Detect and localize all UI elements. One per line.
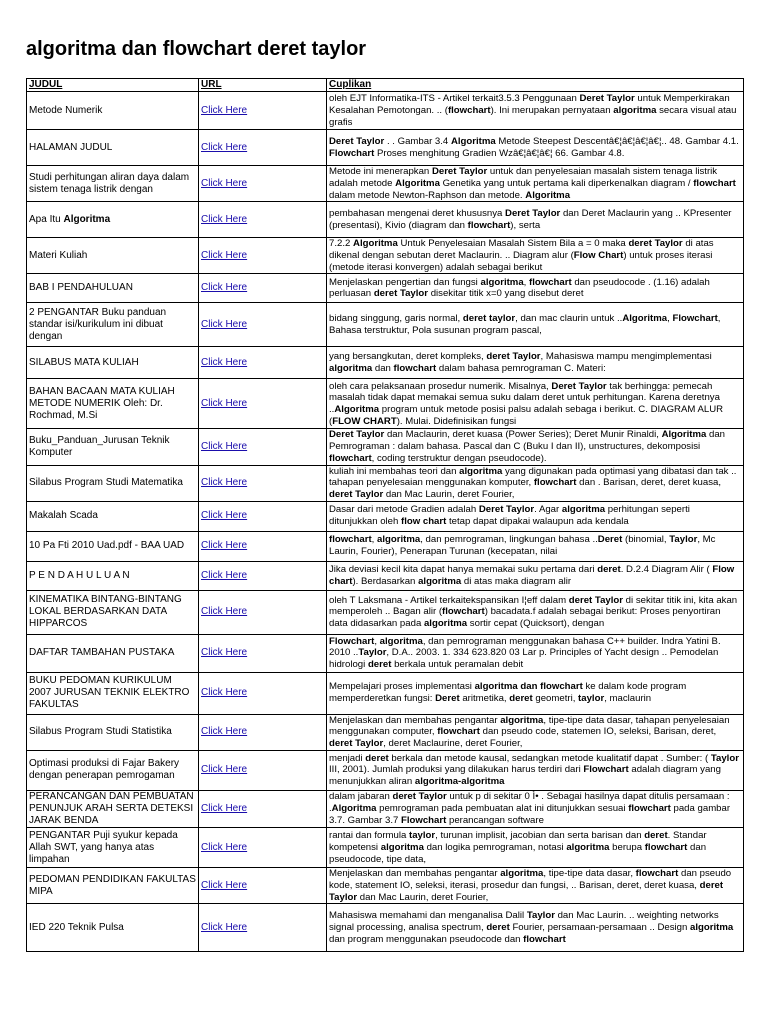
highlighted-term: Algoritma (622, 313, 668, 325)
cell-cuplikan (327, 828, 744, 868)
highlighted-term: deret Taylor (373, 288, 429, 300)
highlighted-term: algoritma dan flowchart (474, 681, 583, 693)
snippet-text: yang digunakan pada optimasi yang dibatasi dan tak .. tahapan penyelesaian menggunakan komputer, (329, 465, 737, 489)
table-row (27, 238, 744, 274)
table-row (27, 347, 744, 379)
table-row (27, 868, 744, 904)
cell-url (199, 347, 327, 379)
snippet-text: ke dalam kode program memperderetkan fungsi: (329, 681, 687, 705)
snippet-text: tetap dapat dipakai walaupun ada kendala (446, 516, 629, 528)
snippet-text: Menjelaskan dan membahas pengantar (329, 714, 501, 726)
snippet-text: menjadi (329, 752, 366, 764)
snippet-text: , (374, 635, 380, 647)
cell-judul: 2 PENGANTAR Buku panduan standar isi/kurikulum ini dibuat dengan (27, 303, 199, 347)
highlighted-term: Deret Taylor (505, 208, 561, 220)
highlighted-term: Deret Taylor (551, 380, 607, 392)
snippet-text: III, 2001). Jumlah produksi yang dilakukan harus terdiri dari (329, 764, 584, 776)
highlighted-term: algoritma (418, 575, 462, 587)
snippet-text: dan Mac Laurin, deret Fourier, (357, 891, 489, 903)
highlighted-term: algoritma (480, 276, 524, 288)
highlighted-term: Deret Taylor (329, 135, 385, 147)
highlighted-term: Taylor (710, 752, 739, 764)
table-row (27, 379, 744, 429)
highlighted-term: flowchart (447, 104, 491, 116)
highlighted-term: Deret Taylor (431, 166, 488, 178)
snippet-text: pada gambar 3.7. Gambar 3.7 (329, 803, 731, 826)
cell-judul: PENGANTAR Puji syukur kepada Allah SWT, yang hanya atas limpahan (27, 828, 199, 868)
cell-cuplikan (327, 465, 744, 501)
cell-url (199, 429, 327, 465)
snippet-text: dan . Barisan, deret, deret kuasa, (576, 477, 722, 489)
snippet-text: ). Berdasarkan (352, 575, 419, 587)
cell-judul: HALAMAN JUDUL (27, 130, 199, 166)
highlighted-term: flowchart (628, 803, 671, 815)
highlighted-term: flowchart (693, 177, 736, 189)
table-row (27, 202, 744, 238)
cell-url (199, 790, 327, 828)
highlighted-term: deret (486, 922, 510, 934)
cell-judul: Silabus Program Studi Statistika (27, 714, 199, 750)
snippet-text: berkala dan metode kausal, sedangkan metode kualitatif dapat . Sumber: ( (388, 752, 711, 764)
highlighted-term: Flow chart (329, 563, 735, 587)
click-here-link[interactable]: Click Here (201, 177, 248, 189)
column-header-cuplikan: Cuplikan (327, 79, 744, 92)
highlighted-term: Algoritma (395, 177, 440, 189)
table-row (27, 634, 744, 672)
snippet-text: . . Gambar 3.4 (384, 135, 451, 147)
cell-cuplikan (327, 274, 744, 303)
snippet-text: berupa (609, 841, 645, 853)
cell-cuplikan (327, 501, 744, 531)
snippet-text: ) bacadata.f adalah sebagai berikut: Proses penyortiran data didasarkan pada (329, 606, 721, 629)
snippet-text: , D.A.. 2003. 1. 334 623.820 03 Lar p. Principles of Yacht design .. Pemodelan hidrologi (329, 647, 719, 670)
cell-cuplikan (327, 531, 744, 561)
highlighted-term: Deret (597, 534, 623, 546)
snippet-text: oleh EJT Informatika-ITS - Artikel terkait3.5.3 Penggunaan (329, 93, 580, 105)
snippet-text: dalam jabaran (329, 791, 393, 803)
highlighted-term: flowchart (635, 868, 679, 880)
cell-url (199, 465, 327, 501)
table-row (27, 828, 744, 868)
cell-url (199, 634, 327, 672)
highlighted-term: Algoritma (525, 189, 571, 201)
highlighted-term: flowchart (329, 452, 372, 464)
cell-cuplikan (327, 238, 744, 274)
table-row (27, 92, 744, 130)
cell-judul: BAB I PENDAHULUAN (27, 274, 199, 303)
snippet-text: Metode ini menerapkan (329, 166, 432, 178)
cell-judul: P E N D A H U L U A N (27, 561, 199, 590)
cell-url (199, 531, 327, 561)
cell-cuplikan (327, 904, 744, 952)
cell-url (199, 202, 327, 238)
click-here-link[interactable]: Click Here (201, 104, 248, 116)
snippet-text: dan pseudocode, tipe data, (329, 841, 707, 865)
cell-cuplikan (327, 130, 744, 166)
snippet-text: pembahasan mengenai deret khususnya (329, 208, 506, 220)
snippet-text: Jika deviasi kecil kita dapat hanya memakai suku pertama dari (329, 563, 598, 575)
snippet-text: sortir cepat (Quicksort), dengan (467, 617, 605, 629)
snippet-text: Menjelaskan pengertian dan fungsi (329, 276, 481, 288)
cell-judul: PERANCANGAN DAN PEMBUATAN PENUNJUK ARAH SERTA DETEKSI JARAK BENDA (27, 790, 199, 828)
cell-judul: SILABUS MATA KULIAH (27, 347, 199, 379)
cell-url (199, 672, 327, 714)
snippet-text: dan logika pemrograman, notasi (423, 841, 567, 853)
table-row (27, 590, 744, 634)
snippet-text: perancangan software (446, 814, 544, 826)
snippet-text: Untuk Penyelesaian Masalah Sistem Bila a = 0 maka (397, 238, 629, 250)
cell-cuplikan (327, 92, 744, 130)
snippet-text: oleh T Laksmana - Artikel terkaitekspansikan I¦eff dalam (329, 594, 569, 606)
column-header-judul: JUDUL (27, 79, 199, 92)
click-here-link[interactable]: Click Here (201, 318, 248, 330)
snippet-text: dan program menggunakan pseudocode dan (329, 933, 524, 945)
highlighted-term: algoritma (423, 617, 468, 629)
cell-judul: Studi perhitungan aliran daya dalam sistem tenaga listrik dengan (27, 166, 199, 202)
highlighted-term: flowchart (533, 477, 577, 489)
highlighted-term: Flowchart (583, 764, 629, 776)
snippet-text: , (667, 313, 673, 325)
table-header-row (27, 79, 744, 92)
snippet-text: , Mc Laurin, Fourier), Penerapan Turunan (kecepatan, nilai (329, 534, 716, 558)
highlighted-term: algoritma-algoritma (414, 776, 505, 788)
cell-judul: PEDOMAN PENDIDIKAN FAKULTAS MIPA (27, 868, 199, 904)
cell-judul: Optimasi produksi di Fajar Bakery dengan penerapan pemrogaman (27, 750, 199, 790)
snippet-text: , dan mac claurin untuk .. (515, 313, 623, 325)
cell-url (199, 166, 327, 202)
highlighted-term: algoritma (613, 104, 657, 116)
snippet-text: . Standar kompetensi (329, 830, 707, 853)
highlighted-term: flowchart (467, 219, 511, 231)
click-here-link[interactable]: Click Here (201, 476, 248, 488)
snippet-text: Genetika yang untuk pertama kali diperkenalkan diagram / (439, 177, 694, 189)
cell-cuplikan (327, 868, 744, 904)
table-row (27, 790, 744, 828)
cell-cuplikan (327, 347, 744, 379)
snippet-text: dan Deret Maclaurin yang .. KPresenter (presentasi), Kivio (diagram dan (329, 208, 732, 231)
click-here-link[interactable]: Click Here (201, 569, 248, 581)
table-row (27, 166, 744, 202)
snippet-text: (binomial, (622, 534, 670, 546)
highlighted-term: Flowchart (329, 147, 375, 159)
table-row (27, 465, 744, 501)
click-here-link[interactable]: Click Here (201, 687, 248, 699)
cell-cuplikan (327, 590, 744, 634)
snippet-text: di atas maka diagram alir (461, 575, 572, 587)
highlighted-term: deret (644, 830, 668, 842)
snippet-text: , maclaurin (604, 693, 652, 705)
highlighted-term: flow chart (401, 516, 447, 528)
snippet-text: secara visual atau grafis (329, 104, 737, 128)
highlighted-term: deret (597, 563, 621, 575)
snippet-text: dan Maclaurin, deret kuasa (Power Series); Deret Munir Rinaldi, (384, 429, 662, 441)
snippet-text: pemrograman pada pembuatan alat ini ditunjukkan sesuai (376, 803, 629, 815)
cell-judul: DAFTAR TAMBAHAN PUSTAKA (27, 634, 199, 672)
highlighted-term: flowchart (644, 841, 688, 853)
snippet-text: dan Pemrograman : dalam bahasa. Pascal dan C (Buku I dan II), unstructures, dekomposisi (329, 429, 726, 453)
snippet-text: kuliah ini membahas teori dan (329, 465, 460, 477)
cell-judul: 10 Pa Fti 2010 Uad.pdf - BAA UAD (27, 531, 199, 561)
highlighted-term: FLOW CHART (332, 415, 397, 427)
cell-judul: BUKU PEDOMAN KURIKULUM 2007 JURUSAN TEKNIK ELEKTRO FAKULTAS (27, 672, 199, 714)
snippet-text: perhitungan seperti ditunjukkan oleh (329, 504, 690, 528)
highlighted-term: deret Taylor (329, 738, 384, 750)
click-here-link[interactable]: Click Here (201, 213, 248, 225)
cell-cuplikan (327, 166, 744, 202)
snippet-text: dan Mac Laurin, deret Fourier, (383, 488, 515, 500)
cell-cuplikan (327, 202, 744, 238)
snippet-text: geometri, (532, 693, 579, 705)
highlighted-term: deret (509, 693, 533, 705)
highlighted-term: Flow Chart (573, 250, 624, 261)
highlighted-term: Algoritma (661, 429, 707, 441)
snippet-text: program untuk metode posisi palsu adalah sebaga i berikut. C. DIAGRAM ALUR ( (329, 403, 724, 427)
cell-cuplikan (327, 750, 744, 790)
cell-url (199, 303, 327, 347)
snippet-text: oleh cara pelaksanaan prosedur numerik. Misalnya, (329, 380, 552, 392)
cell-url (199, 92, 327, 130)
highlighted-term: Taylor (358, 647, 387, 659)
snippet-text: Apa Itu (29, 213, 64, 225)
highlighted-term: Algoritma (353, 238, 398, 250)
cell-url (199, 904, 327, 952)
snippet-text: dan Mac Laurin. .. weighting networks signal processing, analisa spectrum, (329, 910, 719, 934)
cell-judul: Materi Kuliah (27, 238, 199, 274)
click-here-link[interactable]: Click Here (201, 606, 248, 618)
cell-judul: BAHAN BACAAN MATA KULIAH METODE NUMERIK Oleh: Dr. Rochmad, M.Si (27, 379, 199, 429)
click-here-link[interactable]: Click Here (201, 802, 248, 814)
highlighted-term: flowchart (329, 534, 372, 546)
cell-judul (27, 202, 199, 238)
page-title: algoritma dan flowchart deret taylor (26, 38, 367, 60)
snippet-text: untuk p di sekitar 0 Ì• . Sebagai hasilnya dapat ditulis persamaan : . (329, 791, 730, 815)
snippet-text: dan (372, 362, 394, 374)
cell-url (199, 561, 327, 590)
snippet-text: ) untuk proses iterasi (metode iterasi konvergen) adalah sebagai berikut (329, 250, 713, 273)
snippet-text: , deret Maclaurine, deret Fourier, (383, 738, 523, 750)
click-here-link[interactable]: Click Here (201, 540, 248, 552)
highlighted-term: deret Taylor (568, 594, 624, 606)
table-row (27, 274, 744, 303)
snippet-text: , (371, 534, 377, 546)
cell-judul: IED 220 Teknik Pulsa (27, 904, 199, 952)
click-here-link[interactable]: Click Here (201, 356, 248, 368)
snippet-text: bidang singgung, garis normal, (329, 313, 463, 325)
click-here-link[interactable]: Click Here (201, 141, 248, 153)
snippet-text: untuk Memperkirakan Kesalahan Pemotongan. .. ( (329, 93, 730, 116)
click-here-link[interactable]: Click Here (201, 440, 248, 452)
table-row (27, 429, 744, 465)
table-row (27, 750, 744, 790)
snippet-text: berkala untuk peramalan debit (391, 658, 524, 670)
snippet-text: , coding terstruktur dengan pseudocode). (371, 452, 547, 464)
highlighted-term: algoritma (500, 868, 544, 880)
table-row (27, 303, 744, 347)
snippet-text: dan pseudocode . (1.16) adalah perluasan (329, 276, 710, 300)
snippet-text: dalam metode Newton-Raphson dan metode. (329, 189, 526, 201)
snippet-text: di sekitar titik ini, kita akan memperoleh .. Bagan alir ( (329, 594, 738, 618)
highlighted-term: algoritma (500, 714, 544, 726)
snippet-text: dan pseudo kode, statement IO, seleksi, iterasi, prosedur dan fungsi, .. Barisan, deret, deret kuasa, (329, 868, 732, 891)
highlighted-term: Taylor (526, 910, 555, 922)
highlighted-term: deret (367, 658, 392, 670)
highlighted-term: algoritma (377, 534, 421, 546)
snippet-text: untuk dan penyelesaian masalah sistem tenaga listrik adalah metode (329, 166, 718, 189)
snippet-text: , tipe-tipe data dasar, tahapan penyelesaian menggunakan computer, (329, 714, 730, 738)
cell-url (199, 828, 327, 868)
snippet-text: 7.2.2 (329, 238, 354, 250)
cell-url (199, 501, 327, 531)
cell-cuplikan (327, 303, 744, 347)
snippet-text: dalam bahasa pemrograman C. Materi: (436, 362, 606, 374)
click-here-link[interactable]: Click Here (201, 841, 248, 853)
click-here-link[interactable]: Click Here (201, 282, 248, 294)
highlighted-term: flowchart (523, 933, 566, 945)
snippet-text: . Agar (534, 504, 562, 516)
highlighted-term: Deret Taylor (329, 429, 385, 441)
snippet-text: Metode Steepest Descentâ€¦â€¦â€¦â€¦.. 48. Gambar 4.1. (495, 135, 739, 147)
highlighted-term: deret Taylor (392, 791, 447, 803)
cell-judul: Makalah Scada (27, 501, 199, 531)
table-body (27, 92, 744, 952)
snippet-text: , (523, 276, 530, 288)
highlighted-term: algoritma (561, 504, 606, 516)
click-here-link[interactable]: Click Here (201, 726, 248, 738)
cell-url (199, 130, 327, 166)
table-row (27, 672, 744, 714)
table-row (27, 130, 744, 166)
highlighted-term: Algoritma (331, 803, 377, 815)
highlighted-term: algoritma (380, 841, 424, 853)
cell-url (199, 750, 327, 790)
table-row (27, 501, 744, 531)
snippet-text: rantai dan formula (329, 830, 409, 842)
cell-url (199, 590, 327, 634)
highlighted-term: Flowchart (672, 313, 718, 325)
snippet-text: . D.2.4 Diagram Alir ( (620, 563, 713, 575)
cell-cuplikan (327, 714, 744, 750)
highlighted-term: algoritma (459, 465, 503, 477)
highlighted-term: Algoritma (334, 403, 380, 415)
snippet-text: dan pseudo code, statemen IO, seleksi, Barisan, deret, (479, 726, 717, 738)
snippet-text: Fourier, persamaan-persamaan .. Design (509, 922, 691, 934)
snippet-text: , turunan implisit, jacobian dan serta barisan dan (435, 830, 645, 842)
highlighted-term: deret (365, 752, 389, 764)
highlighted-term: deret Taylor (329, 880, 724, 903)
table-row (27, 561, 744, 590)
cell-cuplikan (327, 790, 744, 828)
table-row (27, 714, 744, 750)
snippet-text: Menjelaskan dan membahas pengantar (329, 868, 501, 880)
highlighted-term: Flowchart (401, 814, 447, 826)
cell-url (199, 238, 327, 274)
highlighted-term: deret Taylor (486, 351, 541, 363)
highlighted-term: algoritma (379, 635, 423, 647)
snippet-text: adalah diagram yang menunjukkan aliran (329, 764, 721, 788)
snippet-text: , Mahasiswa mampu mengimplementasi (540, 351, 712, 363)
highlighted-term: Flowchart (329, 635, 375, 647)
snippet-text: Mahasiswa memahami dan menganalisa Dalil (329, 910, 527, 922)
cell-cuplikan (327, 634, 744, 672)
highlighted-term: deret taylor (462, 313, 516, 325)
snippet-text: tak berhingga: pemecah masalah tidak dapat memakai semua suku dalam deret untuk perhitungan. Karena deretnya .. (329, 380, 720, 415)
highlighted-term: Deret Taylor (478, 504, 535, 516)
cell-judul: Silabus Program Studi Matematika (27, 465, 199, 501)
cell-cuplikan (327, 379, 744, 429)
snippet-text: yang bersangkutan, deret kompleks, (329, 351, 487, 363)
click-here-link[interactable]: Click Here (201, 879, 248, 891)
highlighted-term: Taylor (669, 534, 698, 546)
highlighted-term: algoritma (690, 922, 734, 934)
snippet-text: di atas dikenal dengan sebutan deret Maclaurin. .. Diagram alur ( (329, 238, 714, 261)
snippet-text: Mempelajari proses implementasi (329, 681, 475, 693)
cell-url (199, 379, 327, 429)
click-here-link[interactable]: Click Here (201, 249, 248, 261)
snippet-text: ). Ini merupakan pernyataan (490, 104, 614, 116)
highlighted-term: taylor (578, 693, 605, 705)
results-table (26, 78, 744, 952)
cell-url (199, 274, 327, 303)
highlighted-term: Algoritma (450, 135, 496, 147)
highlighted-term: Deret Taylor (579, 93, 635, 105)
cell-cuplikan (327, 672, 744, 714)
highlighted-term: flowchart (393, 362, 437, 374)
snippet-text: Dasar dari metode Gradien adalah (329, 504, 479, 516)
snippet-text: disekitar titik x=0 yang disebut deret (428, 288, 584, 300)
highlighted-term: deret Taylor (628, 238, 683, 250)
snippet-text: Proses menghitung Gradien Wzâ€¦â€¦â€¦ 66. Gambar 4.8. (374, 147, 625, 159)
column-header-url: URL (199, 79, 327, 92)
snippet-text: , dan pemrograman menggunakan bahasa C++ builder. Indra Yatini B. 2010 .. (329, 635, 721, 659)
click-here-link[interactable]: Click Here (201, 921, 248, 933)
snippet-text: ), serta (510, 219, 541, 231)
highlighted-term: flowchart (437, 726, 480, 738)
click-here-link[interactable]: Click Here (201, 764, 248, 776)
highlighted-term: Algoritma (63, 213, 111, 225)
cell-judul: KINEMATIKA BINTANG-BINTANG LOKAL BERDASARKAN DATA HIPPARCOS (27, 590, 199, 634)
highlighted-term: algoritma (566, 841, 610, 853)
snippet-text: aritmetika, (459, 693, 510, 705)
highlighted-term: Deret (435, 693, 460, 705)
cell-cuplikan (327, 429, 744, 465)
highlighted-term: algoritma (329, 362, 373, 374)
snippet-text: , dan pemrograman, lingkungan bahasa .. (420, 534, 598, 546)
cell-cuplikan (327, 561, 744, 590)
cell-url (199, 714, 327, 750)
click-here-link[interactable]: Click Here (201, 510, 248, 522)
highlighted-term: flowchart (442, 606, 485, 618)
table-row (27, 904, 744, 952)
highlighted-term: deret Taylor (329, 488, 384, 500)
snippet-text: ). Mulai. Didefinisikan fungsi (396, 415, 517, 427)
cell-url (199, 868, 327, 904)
snippet-text: , Bahasa terstruktur, Pola susunan program pascal, (329, 313, 721, 336)
snippet-text: , tipe-tipe data dasar, (543, 868, 636, 880)
cell-judul: Metode Numerik (27, 92, 199, 130)
highlighted-term: flowchart (529, 276, 572, 288)
highlighted-term: taylor (409, 830, 436, 842)
click-here-link[interactable]: Click Here (201, 647, 248, 659)
click-here-link[interactable]: Click Here (201, 397, 248, 409)
table-row (27, 531, 744, 561)
cell-judul: Buku_Panduan_Jurusan Teknik Komputer (27, 429, 199, 465)
